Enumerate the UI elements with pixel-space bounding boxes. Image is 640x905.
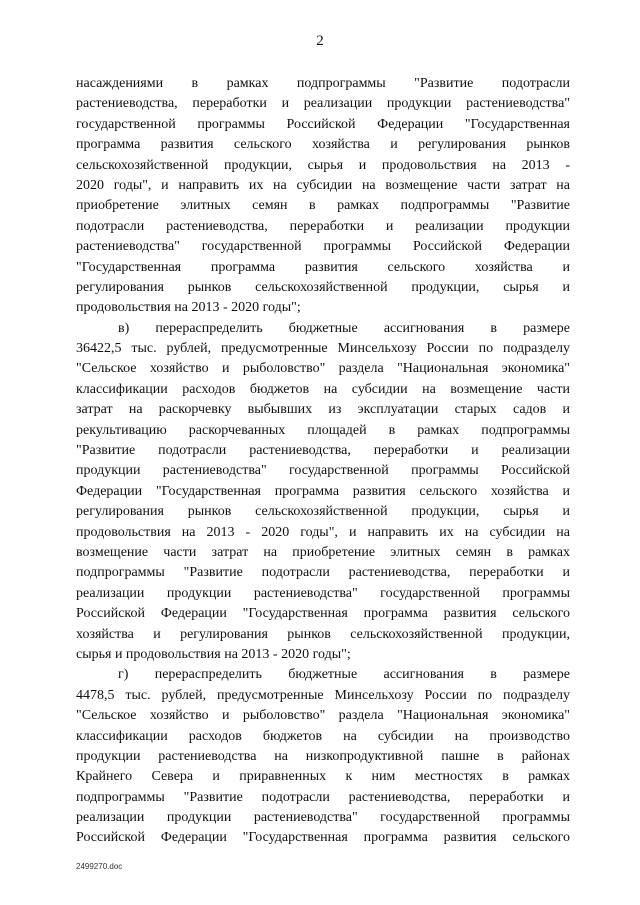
text-line: 36422,5 тыс. рублей, предусмотренные Минсельхозу России по подразделу xyxy=(76,341,570,357)
text-line: продукции растениеводства" государственной программы Российской xyxy=(76,463,570,479)
text-line: "Государственная программа развития сельского хозяйства и xyxy=(76,259,570,275)
text-line: возмещение части затрат на приобретение элитных семян в рамках xyxy=(76,544,570,560)
text-line: реализации продукции растениеводства" государственной программы xyxy=(76,585,570,601)
text-line: Российской Федерации "Государственная программа развития сельского xyxy=(76,830,570,846)
text-line: государственной программы Российской Федерации "Государственная xyxy=(76,116,570,132)
text-line: 2020 годы", и направить их на субсидии на возмещение части затрат на xyxy=(76,177,570,193)
text-line: регулирования рынков сельскохозяйственной продукции, сырья и xyxy=(76,279,570,295)
text-line: приобретение элитных семян в рамках подпрограммы "Развитие xyxy=(76,198,570,214)
text-line: классификации расходов бюджетов на субсидии на возмещение части xyxy=(76,381,570,397)
text-line: регулирования рынков сельскохозяйственной продукции, сырья и xyxy=(76,504,570,520)
text-line: "Развитие подотрасли растениеводства, переработки и реализации xyxy=(76,443,570,459)
text-line: "Сельское хозяйство и рыболовство" раздела "Национальная экономика" xyxy=(76,361,570,377)
text-line: программа развития сельского хозяйства и регулирования рынков xyxy=(76,137,570,153)
document-file-reference: 2499270.doc xyxy=(76,862,123,871)
text-line: Российской Федерации "Государственная программа развития сельского xyxy=(76,606,570,622)
document-body xyxy=(76,74,570,849)
text-line: продовольствия на 2013 - 2020 годы"; xyxy=(76,300,301,316)
text-line: классификации расходов бюджетов на субсидии на производство xyxy=(76,728,570,744)
text-line: подпрограммы "Развитие подотрасли растениеводства, переработки и xyxy=(76,789,570,805)
text-line: хозяйства и регулирования рынков сельскохозяйственной продукции, xyxy=(76,626,570,642)
text-line: подпрограммы "Развитие подотрасли растениеводства, переработки и xyxy=(76,565,570,581)
text-line: затрат на раскорчевку выбывших из эксплуатации старых садов и xyxy=(76,402,570,418)
text-line: реализации продукции растениеводства" государственной программы xyxy=(76,810,570,826)
text-line: продовольствия на 2013 - 2020 годы", и направить их на субсидии на xyxy=(76,524,570,540)
text-line: в) перераспределить бюджетные ассигнования в размере xyxy=(118,320,570,336)
text-line: рекультивацию раскорчеванных площадей в рамках подпрограммы xyxy=(76,422,570,438)
text-line: "Сельское хозяйство и рыболовство" раздела "Национальная экономика" xyxy=(76,708,570,724)
text-line: Федерации "Государственная программа развития сельского хозяйства и xyxy=(76,483,570,499)
page-number: 2 xyxy=(316,33,324,49)
text-line: подотрасли растениеводства, переработки и реализации продукции xyxy=(76,218,570,234)
text-line: насаждениями в рамках подпрограммы "Развитие подотрасли xyxy=(76,76,570,91)
text-line: 4478,5 тыс. рублей, предусмотренные Минсельхозу России по подразделу xyxy=(76,687,570,703)
text-line: сырья и продовольствия на 2013 - 2020 годы"; xyxy=(76,646,351,662)
text-line: продукции растениеводства на низкопродуктивной пашне в районах xyxy=(76,748,570,764)
text-line: Крайнего Севера и приравненных к ним местностях в рамках xyxy=(76,769,570,785)
text-line: г) перераспределить бюджетные ассигнования в размере xyxy=(118,667,570,683)
text-line: растениеводства, переработки и реализации продукции растениеводства" xyxy=(76,96,570,112)
text-line: растениеводства" государственной программы Российской Федерации xyxy=(76,239,570,255)
text-line: сельскохозяйственной продукции, сырья и продовольствия на 2013 - xyxy=(76,157,570,173)
